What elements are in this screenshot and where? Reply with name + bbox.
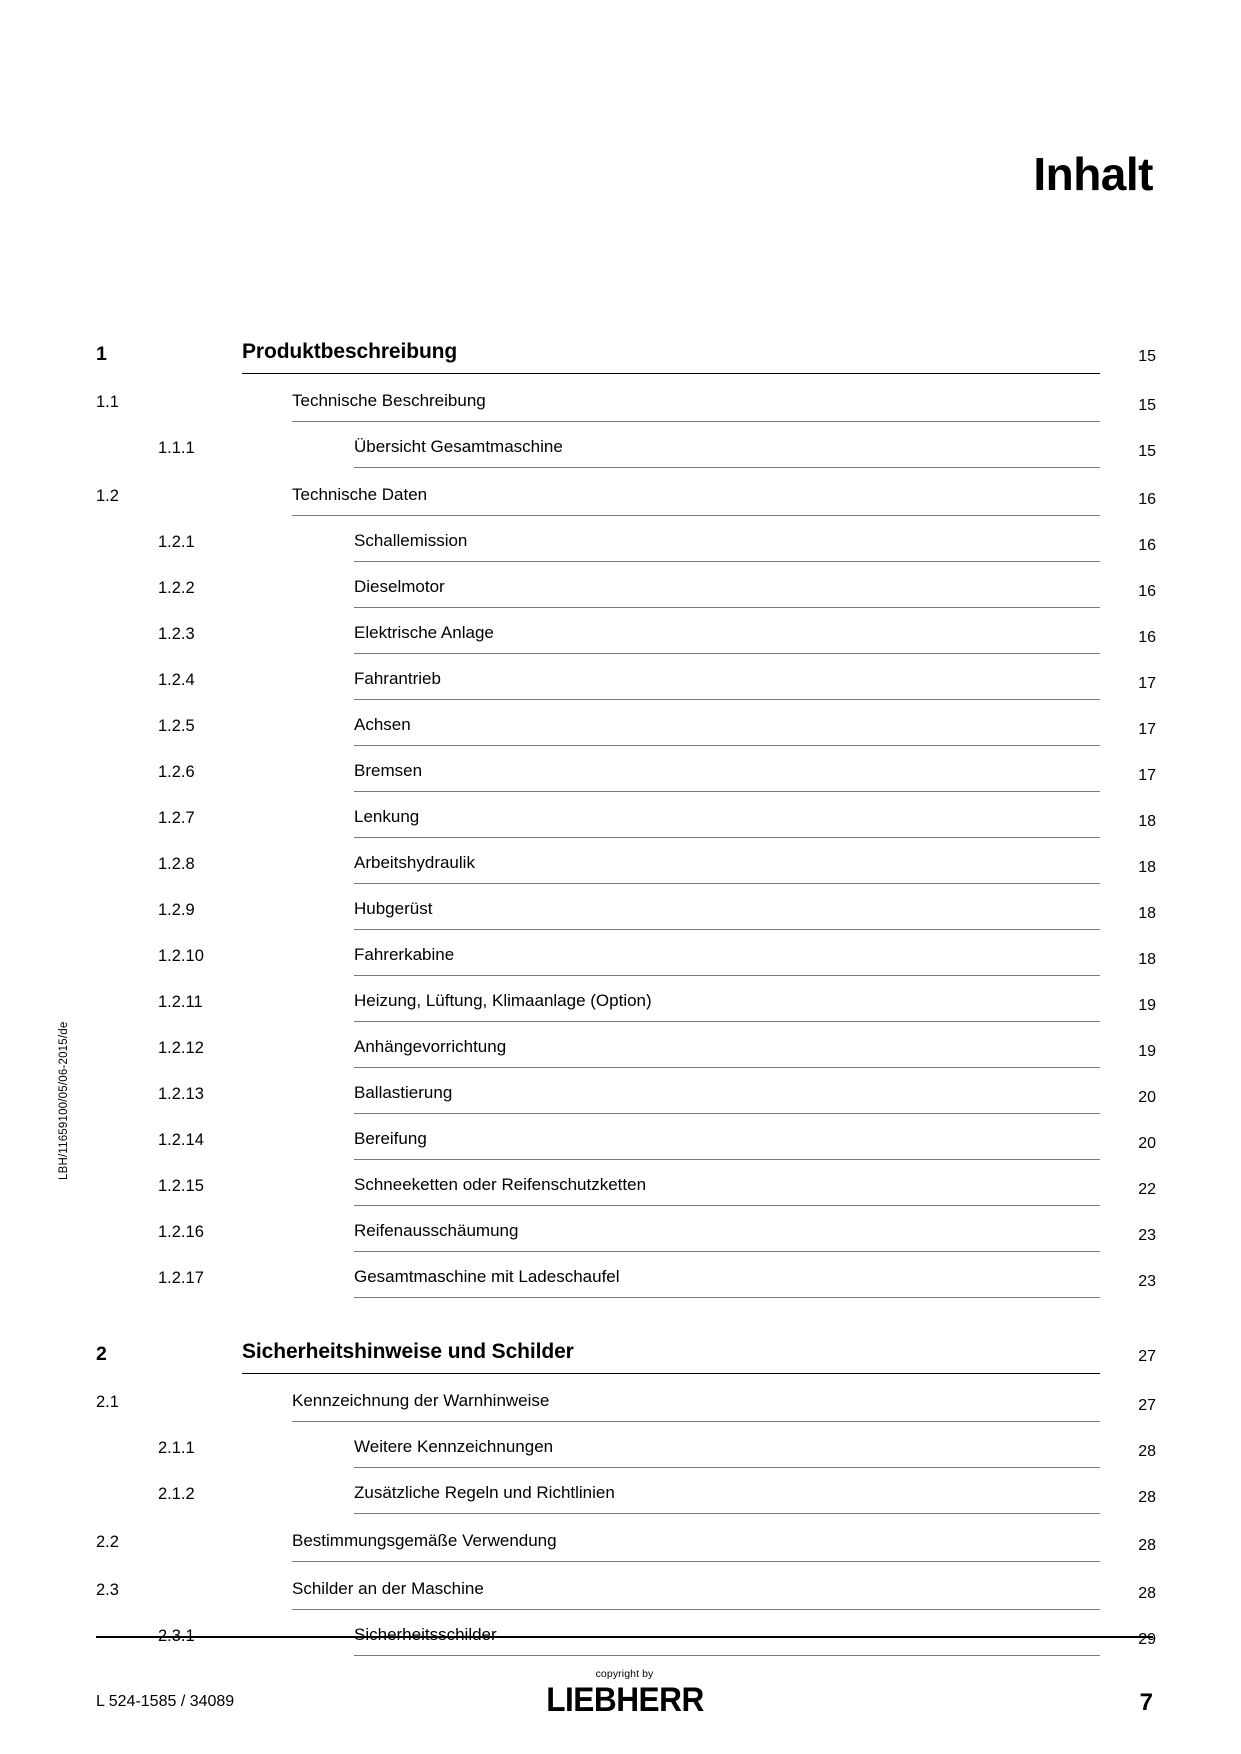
toc-entry-level-3[interactable] <box>96 1068 1156 1114</box>
page-footer <box>96 1655 1153 1735</box>
toc-entry-title[interactable]: Schneeketten oder Reifenschutzketten <box>354 1175 647 1194</box>
toc-entry-title-cell <box>354 623 1100 654</box>
toc-entry-title-cell <box>354 1625 1100 1656</box>
toc-entry-level-3[interactable] <box>96 1206 1156 1252</box>
toc-entry-level-2[interactable] <box>96 1374 1156 1422</box>
toc-entry-page-number: 28 <box>1138 1489 1156 1506</box>
toc-entry-page-number: 15 <box>1138 348 1156 365</box>
toc-entry-level-3[interactable] <box>96 746 1156 792</box>
toc-entry-number: 1.1.1 <box>158 439 195 457</box>
toc-entry-title[interactable]: Bestimmungsgemäße Verwendung <box>292 1531 557 1550</box>
toc-entry-page-number: 27 <box>1138 1348 1156 1365</box>
toc-entry-level-3[interactable] <box>96 976 1156 1022</box>
toc-entry-level-3[interactable] <box>96 700 1156 746</box>
toc-entry-number: 2.3 <box>96 1581 119 1599</box>
toc-entry-level-3[interactable] <box>96 422 1156 468</box>
toc-entry-number: 2.2 <box>96 1533 119 1551</box>
toc-entry-number: 1 <box>96 343 107 365</box>
liebherr-logo <box>545 1668 704 1719</box>
toc-entry-number: 1.2.8 <box>158 855 195 873</box>
footer-page-number: 7 <box>1139 1689 1153 1716</box>
toc-entry-title[interactable]: Produktbeschreibung <box>242 340 458 363</box>
toc-entry-level-2[interactable] <box>96 374 1156 422</box>
toc-entry-title-cell <box>354 1129 1100 1160</box>
toc-entry-page-number: 16 <box>1138 629 1156 646</box>
toc-entry-title-cell <box>354 1437 1100 1468</box>
toc-entry-title[interactable]: Ballastierung <box>354 1083 453 1102</box>
toc-entry-title[interactable]: Bereifung <box>354 1129 427 1148</box>
toc-entry-level-3[interactable] <box>96 1610 1156 1656</box>
toc-entry-page-number: 16 <box>1138 583 1156 600</box>
toc-entry-page-number: 28 <box>1138 1537 1156 1554</box>
toc-entry-title[interactable]: Anhängevorrichtung <box>354 1037 507 1056</box>
toc-entry-title[interactable]: Elektrische Anlage <box>354 623 494 642</box>
toc-entry-title[interactable]: Zusätzliche Regeln und Richtlinien <box>354 1483 615 1502</box>
toc-entry-page-number: 22 <box>1138 1181 1156 1198</box>
toc-entry-level-1[interactable] <box>96 336 1156 374</box>
toc-entry-level-3[interactable] <box>96 562 1156 608</box>
toc-entry-page-number: 15 <box>1138 443 1156 460</box>
toc-entry-level-3[interactable] <box>96 1022 1156 1068</box>
toc-entry-title-cell <box>354 945 1100 976</box>
toc-entry-title[interactable]: Gesamtmaschine mit Ladeschaufel <box>354 1267 620 1286</box>
toc-entry-level-3[interactable] <box>96 884 1156 930</box>
toc-entry-page-number: 17 <box>1138 721 1156 738</box>
toc-entry-title[interactable]: Sicherheitsschilder <box>354 1625 497 1644</box>
toc-entry-page-number: 15 <box>1138 397 1156 414</box>
toc-entry-level-3[interactable] <box>96 930 1156 976</box>
toc-entry-title[interactable]: Heizung, Lüftung, Klimaanlage (Option) <box>354 991 652 1010</box>
toc-entry-number: 1.2.6 <box>158 763 195 781</box>
toc-entry-title-cell <box>292 1579 1100 1610</box>
toc-entry-level-3[interactable] <box>96 1114 1156 1160</box>
toc-entry-title-cell <box>242 340 1100 374</box>
toc-entry-title[interactable]: Sicherheitshinweise und Schilder <box>242 1340 574 1363</box>
toc-entry-page-number: 18 <box>1138 813 1156 830</box>
toc-entry-number: 1.2 <box>96 487 119 505</box>
toc-entry-title[interactable]: Fahrerkabine <box>354 945 455 964</box>
toc-entry-title-cell <box>292 391 1100 422</box>
toc-entry-level-3[interactable] <box>96 1160 1156 1206</box>
toc-entry-level-2[interactable] <box>96 468 1156 516</box>
toc-entry-title[interactable]: Dieselmotor <box>354 577 445 596</box>
toc-entry-level-3[interactable] <box>96 516 1156 562</box>
toc-entry-title[interactable]: Übersicht Gesamtmaschine <box>354 437 563 456</box>
toc-entry-number: 1.2.4 <box>158 671 195 689</box>
toc-entry-page-number: 16 <box>1138 491 1156 508</box>
toc-entry-level-3[interactable] <box>96 608 1156 654</box>
toc-entry-page-number: 20 <box>1138 1089 1156 1106</box>
toc-entry-page-number: 18 <box>1138 859 1156 876</box>
toc-entry-number: 2.3.1 <box>158 1627 195 1645</box>
page-title: Inhalt <box>1033 147 1153 200</box>
toc-entry-level-3[interactable] <box>96 654 1156 700</box>
toc-entry-level-2[interactable] <box>96 1562 1156 1610</box>
toc-entry-number: 2.1 <box>96 1393 119 1411</box>
toc-entry-page-number: 27 <box>1138 1397 1156 1414</box>
footer-divider <box>96 1636 1153 1638</box>
toc-entry-level-2[interactable] <box>96 1514 1156 1562</box>
toc-entry-number: 2.1.1 <box>158 1439 195 1457</box>
toc-entry-title-cell <box>292 485 1100 516</box>
toc-entry-number: 1.1 <box>96 393 119 411</box>
toc-entry-title[interactable]: Hubgerüst <box>354 899 433 918</box>
toc-entry-number: 1.2.7 <box>158 809 195 827</box>
toc-entry-page-number: 19 <box>1138 997 1156 1014</box>
toc-entry-title-cell <box>354 577 1100 608</box>
toc-entry-page-number: 17 <box>1138 767 1156 784</box>
copyright-label: copyright by <box>595 1668 654 1680</box>
toc-entry-number: 1.2.3 <box>158 625 195 643</box>
toc-entry-level-3[interactable] <box>96 792 1156 838</box>
toc-entry-page-number: 28 <box>1138 1443 1156 1460</box>
chapter-spacer <box>96 1298 1156 1336</box>
toc-entry-title-cell <box>354 1221 1100 1252</box>
toc-entry-page-number: 20 <box>1138 1135 1156 1152</box>
toc-entry-number: 1.2.12 <box>158 1039 204 1057</box>
toc-entry-title-cell <box>354 853 1100 884</box>
toc-entry-title-cell <box>354 531 1100 562</box>
brand-wordmark: LIEBHERR <box>545 1679 704 1719</box>
toc-entry-title[interactable]: Achsen <box>354 715 411 734</box>
toc-entry-title-cell <box>354 1175 1100 1206</box>
toc-entry-title[interactable]: Kennzeichnung der Warnhinweise <box>292 1391 550 1410</box>
toc-entry-number: 1.2.1 <box>158 533 195 551</box>
toc-entry-number: 1.2.15 <box>158 1177 204 1195</box>
toc-entry-page-number: 18 <box>1138 905 1156 922</box>
toc-entry-title-cell <box>354 991 1100 1022</box>
toc-entry-title-cell <box>354 437 1100 468</box>
toc-entry-number: 1.2.2 <box>158 579 195 597</box>
toc-entry-title-cell <box>354 899 1100 930</box>
toc-entry-page-number: 18 <box>1138 951 1156 968</box>
toc-entry-title[interactable]: Arbeitshydraulik <box>354 853 475 872</box>
footer-document-id: L 524-1585 / 34089 <box>96 1693 235 1710</box>
toc-entry-level-1[interactable] <box>96 1336 1156 1374</box>
toc-entry-level-3[interactable] <box>96 838 1156 884</box>
toc-entry-number: 2 <box>96 1343 107 1365</box>
toc-entry-page-number: 19 <box>1138 1043 1156 1060</box>
toc-entry-number: 1.2.5 <box>158 717 195 735</box>
toc-entry-title-cell <box>354 669 1100 700</box>
toc-entry-title-cell <box>354 807 1100 838</box>
toc-entry-level-3[interactable] <box>96 1422 1156 1468</box>
toc-entry-title[interactable]: Technische Daten <box>292 485 428 504</box>
toc-entry-number: 1.2.16 <box>158 1223 204 1241</box>
toc-entry-title[interactable]: Reifenausschäumung <box>354 1221 519 1240</box>
toc-entry-page-number: 23 <box>1138 1227 1156 1244</box>
toc-entry-title[interactable]: Lenkung <box>354 807 420 826</box>
toc-entry-title-cell <box>292 1391 1100 1422</box>
toc-entry-title[interactable]: Bremsen <box>354 761 423 780</box>
toc-entry-title-cell <box>354 1037 1100 1068</box>
toc-entry-page-number: 28 <box>1138 1585 1156 1602</box>
document-code: LBH/11659100/05/06-2015/de <box>58 1021 70 1180</box>
toc-entry-title-cell <box>354 761 1100 792</box>
toc-entry-number: 2.1.2 <box>158 1485 195 1503</box>
toc-entry-number: 1.2.17 <box>158 1269 204 1287</box>
toc-entry-title[interactable]: Schallemission <box>354 531 468 550</box>
toc-entry-title-cell <box>354 1083 1100 1114</box>
toc-entry-title[interactable]: Weitere Kennzeichnungen <box>354 1437 554 1456</box>
toc-entry-title-cell <box>354 1483 1100 1514</box>
toc-entry-level-3[interactable] <box>96 1252 1156 1298</box>
toc-entry-page-number: 29 <box>1138 1631 1156 1648</box>
toc-entry-number: 1.2.13 <box>158 1085 204 1103</box>
table-of-contents <box>96 336 1156 1656</box>
toc-entry-title[interactable]: Schilder an der Maschine <box>292 1579 484 1598</box>
toc-entry-title-cell <box>242 1340 1100 1374</box>
toc-entry-title-cell <box>354 1267 1100 1298</box>
toc-entry-title[interactable]: Fahrantrieb <box>354 669 441 688</box>
toc-entry-title-cell <box>354 715 1100 746</box>
toc-entry-number: 1.2.11 <box>158 993 203 1011</box>
toc-entry-title-cell <box>292 1531 1100 1562</box>
toc-entry-title[interactable]: Technische Beschreibung <box>292 391 486 410</box>
toc-entry-number: 1.2.9 <box>158 901 195 919</box>
toc-entry-level-3[interactable] <box>96 1468 1156 1514</box>
toc-entry-number: 1.2.14 <box>158 1131 204 1149</box>
toc-entry-page-number: 17 <box>1138 675 1156 692</box>
toc-entry-page-number: 23 <box>1138 1273 1156 1290</box>
toc-entry-page-number: 16 <box>1138 537 1156 554</box>
toc-entry-number: 1.2.10 <box>158 947 204 965</box>
